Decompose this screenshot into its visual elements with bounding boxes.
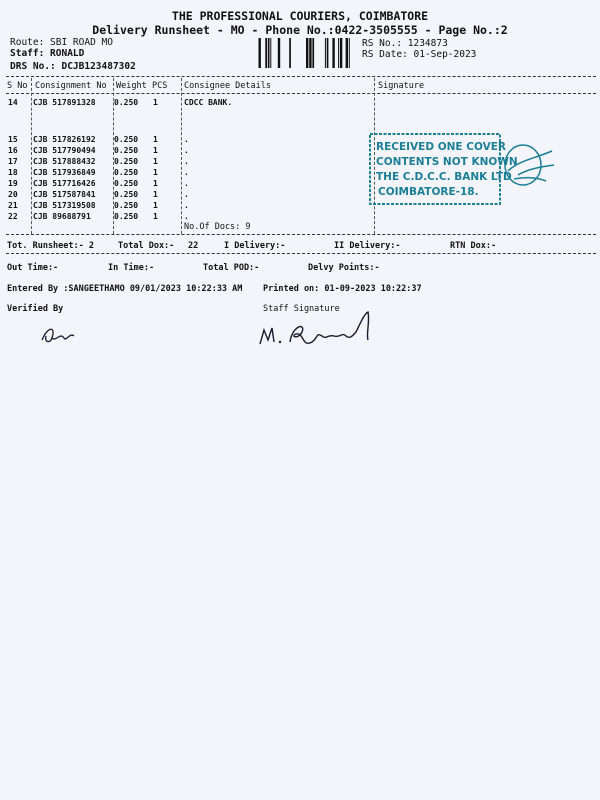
cell-consignee: .: [184, 212, 189, 221]
no-of-docs: No.Of Docs: 9: [184, 222, 251, 232]
header-sno: S No: [7, 81, 28, 91]
staff-label: Staff: RONALD: [10, 48, 85, 59]
header-weight: Weight: [116, 81, 147, 91]
staff-signature: [256, 306, 386, 356]
cell-weight: 0.250: [114, 98, 139, 107]
in-time: In Time:-: [108, 263, 155, 273]
cell-weight: 0.250: [114, 168, 139, 177]
cell-pcs: 1: [153, 212, 158, 221]
barcode-bar: [309, 38, 311, 68]
barcode-bar: [289, 38, 291, 68]
total-dox-value: 22: [188, 241, 199, 251]
verifier-signature: [38, 320, 88, 346]
barcode: [256, 38, 354, 68]
barcode-bar: [268, 38, 270, 68]
cell-consignee: .: [184, 146, 189, 155]
cell-consignment: CJB 517936849: [33, 168, 96, 177]
header-pcs: PCS: [152, 81, 168, 91]
cell-sno: 17: [8, 157, 18, 166]
cell-consignee: .: [184, 201, 189, 210]
received-stamp: [368, 131, 556, 207]
stamp-line-1: RECEIVED ONE COVER: [376, 141, 506, 153]
barcode-bar: [312, 38, 314, 68]
cell-pcs: 1: [153, 98, 158, 107]
cell-consignment: CJB 517891328: [33, 98, 96, 107]
entered-by: Entered By :SANGEETHAMO 09/01/2023 10:22:33 AM: [7, 284, 243, 294]
cell-pcs: 1: [153, 146, 158, 155]
cell-sno: 18: [8, 168, 18, 177]
table-row: [0, 98, 600, 108]
barcode-bar: [278, 38, 280, 68]
cell-pcs: 1: [153, 168, 158, 177]
barcode-bar: [270, 38, 271, 68]
cell-consignment: CJB 517319508: [33, 201, 96, 210]
cell-sno: 22: [8, 212, 18, 221]
cell-consignee: .: [184, 168, 189, 177]
cell-consignment: CJB 517716426: [33, 179, 96, 188]
cell-sno: 19: [8, 179, 18, 188]
total-dox-label: Total Dox:-: [118, 241, 175, 251]
stamp-line-2: CONTENTS NOT KNOWN: [376, 156, 518, 168]
cell-weight: 0.250: [114, 190, 139, 199]
cell-weight: 0.250: [114, 201, 139, 210]
header-signature: Signature: [378, 81, 425, 91]
barcode-bar: [349, 38, 350, 68]
drs-number: DRS No.: DCJB123487302: [10, 61, 136, 72]
barcode-bar: [340, 38, 342, 68]
cell-pcs: 1: [153, 157, 158, 166]
rs-date: RS Date: 01-Sep-2023: [362, 49, 477, 60]
cell-consignment: CJB 517888432: [33, 157, 96, 166]
company-title: THE PROFESSIONAL COURIERS, COIMBATORE: [171, 9, 429, 23]
cell-consignment: CJB 517587841: [33, 190, 96, 199]
barcode-bar: [338, 38, 339, 68]
cell-consignment: CJB 517790494: [33, 146, 96, 155]
barcode-bar: [259, 38, 261, 68]
cell-pcs: 1: [153, 190, 158, 199]
barcode-bar: [325, 38, 326, 68]
i-delivery: I Delivery:-: [224, 241, 286, 251]
divider-table-bottom: [6, 234, 596, 235]
cell-consignment: CJB 517826192: [33, 135, 96, 144]
stamp-line-4: COIMBATORE-18.: [378, 186, 479, 198]
cell-sno: 15: [8, 135, 18, 144]
rtn-dox: RTN Dox:-: [450, 241, 497, 251]
cell-sno: 16: [8, 146, 18, 155]
cell-sno: 14: [8, 98, 18, 107]
cell-weight: 0.250: [114, 146, 139, 155]
barcode-bar: [346, 38, 348, 68]
divider-totals: [6, 253, 596, 254]
cell-weight: 0.250: [114, 212, 139, 221]
out-time: Out Time:-: [7, 263, 59, 273]
verified-by-label: Verified By: [7, 304, 64, 314]
divider-top: [6, 76, 596, 77]
header-consignee: Consignee Details: [184, 81, 271, 91]
cell-consignee: .: [184, 179, 189, 188]
rs-number: RS No.: 1234873: [362, 38, 448, 49]
route-label: Route: SBI ROAD MO: [10, 37, 113, 48]
cell-consignment: CJB 89688791: [33, 212, 91, 221]
cell-pcs: 1: [153, 201, 158, 210]
cell-consignee: .: [184, 157, 189, 166]
barcode-bar: [327, 38, 329, 68]
cell-consignee: .: [184, 135, 189, 144]
barcode-bar: [332, 38, 334, 68]
ii-delivery: II Delivery:-: [334, 241, 401, 251]
cell-weight: 0.250: [114, 135, 139, 144]
staff-signature-label: Staff Signature: [263, 304, 340, 314]
cell-pcs: 1: [153, 135, 158, 144]
divider-header: [6, 93, 596, 94]
runsheet-subtitle: Delivery Runsheet - MO - Phone No.:0422-3505555 - Page No.:2: [92, 23, 508, 37]
printed-on: Printed on: 01-09-2023 10:22:37: [263, 284, 422, 294]
barcode-bar: [265, 38, 267, 68]
total-pod: Total POD:-: [203, 263, 260, 273]
cell-weight: 0.250: [114, 179, 139, 188]
delvy-points: Delvy Points:-: [308, 263, 380, 273]
cell-sno: 20: [8, 190, 18, 199]
cell-consignee: .: [184, 190, 189, 199]
stamp-line-3: THE C.D.C.C. BANK LTD: [376, 171, 512, 183]
cell-weight: 0.250: [114, 157, 139, 166]
cell-sno: 21: [8, 201, 18, 210]
total-runsheet: Tot. Runsheet:- 2: [7, 241, 94, 251]
cell-pcs: 1: [153, 179, 158, 188]
table-row: [0, 212, 600, 222]
barcode-bar: [306, 38, 308, 68]
header-consignment: Consignment No: [35, 81, 107, 91]
cell-consignee: CDCC BANK.: [184, 98, 233, 107]
